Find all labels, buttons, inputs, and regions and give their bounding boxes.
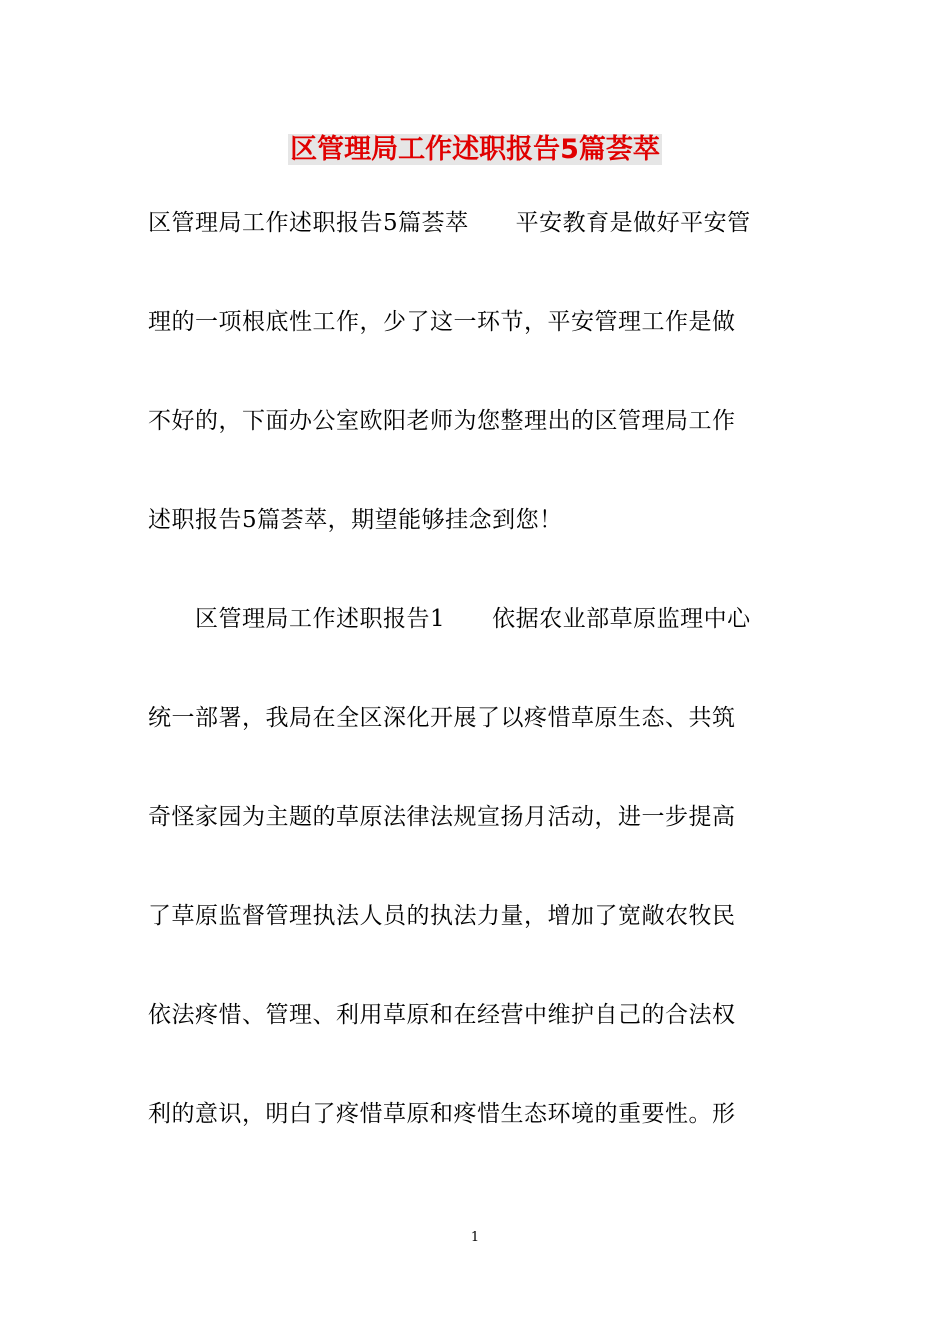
body-line: 统一部署，我局在全区深化开展了以疼惜草原生态、共筑 bbox=[148, 705, 736, 731]
body-line: 依法疼惜、管理、利用草原和在经营中维护自己的合法权 bbox=[148, 1002, 736, 1028]
body-line: 区管理局工作述职报告1 依据农业部草原监理中心 bbox=[148, 606, 751, 632]
body-line: 理的一项根底性工作，少了这一环节，平安管理工作是做 bbox=[148, 309, 736, 335]
body-line: 不好的，下面办公室欧阳老师为您整理出的区管理局工作 bbox=[148, 408, 736, 434]
page-number: 1 bbox=[470, 1230, 480, 1245]
document-title bbox=[0, 132, 950, 168]
body-line: 利的意识，明白了疼惜草原和疼惜生态环境的重要性。形 bbox=[148, 1101, 736, 1127]
body-line: 了草原监督管理执法人员的执法力量，增加了宽敞农牧民 bbox=[148, 903, 736, 929]
body-line: 奇怪家园为主题的草原法律法规宣扬月活动，进一步提高 bbox=[148, 804, 736, 830]
document-title-text: 区管理局工作述职报告5篇荟萃 bbox=[290, 134, 660, 165]
body-line: 区管理局工作述职报告5篇荟萃 平安教育是做好平安管 bbox=[148, 210, 751, 236]
body-line: 述职报告5篇荟萃，期望能够挂念到您！ bbox=[148, 507, 563, 533]
